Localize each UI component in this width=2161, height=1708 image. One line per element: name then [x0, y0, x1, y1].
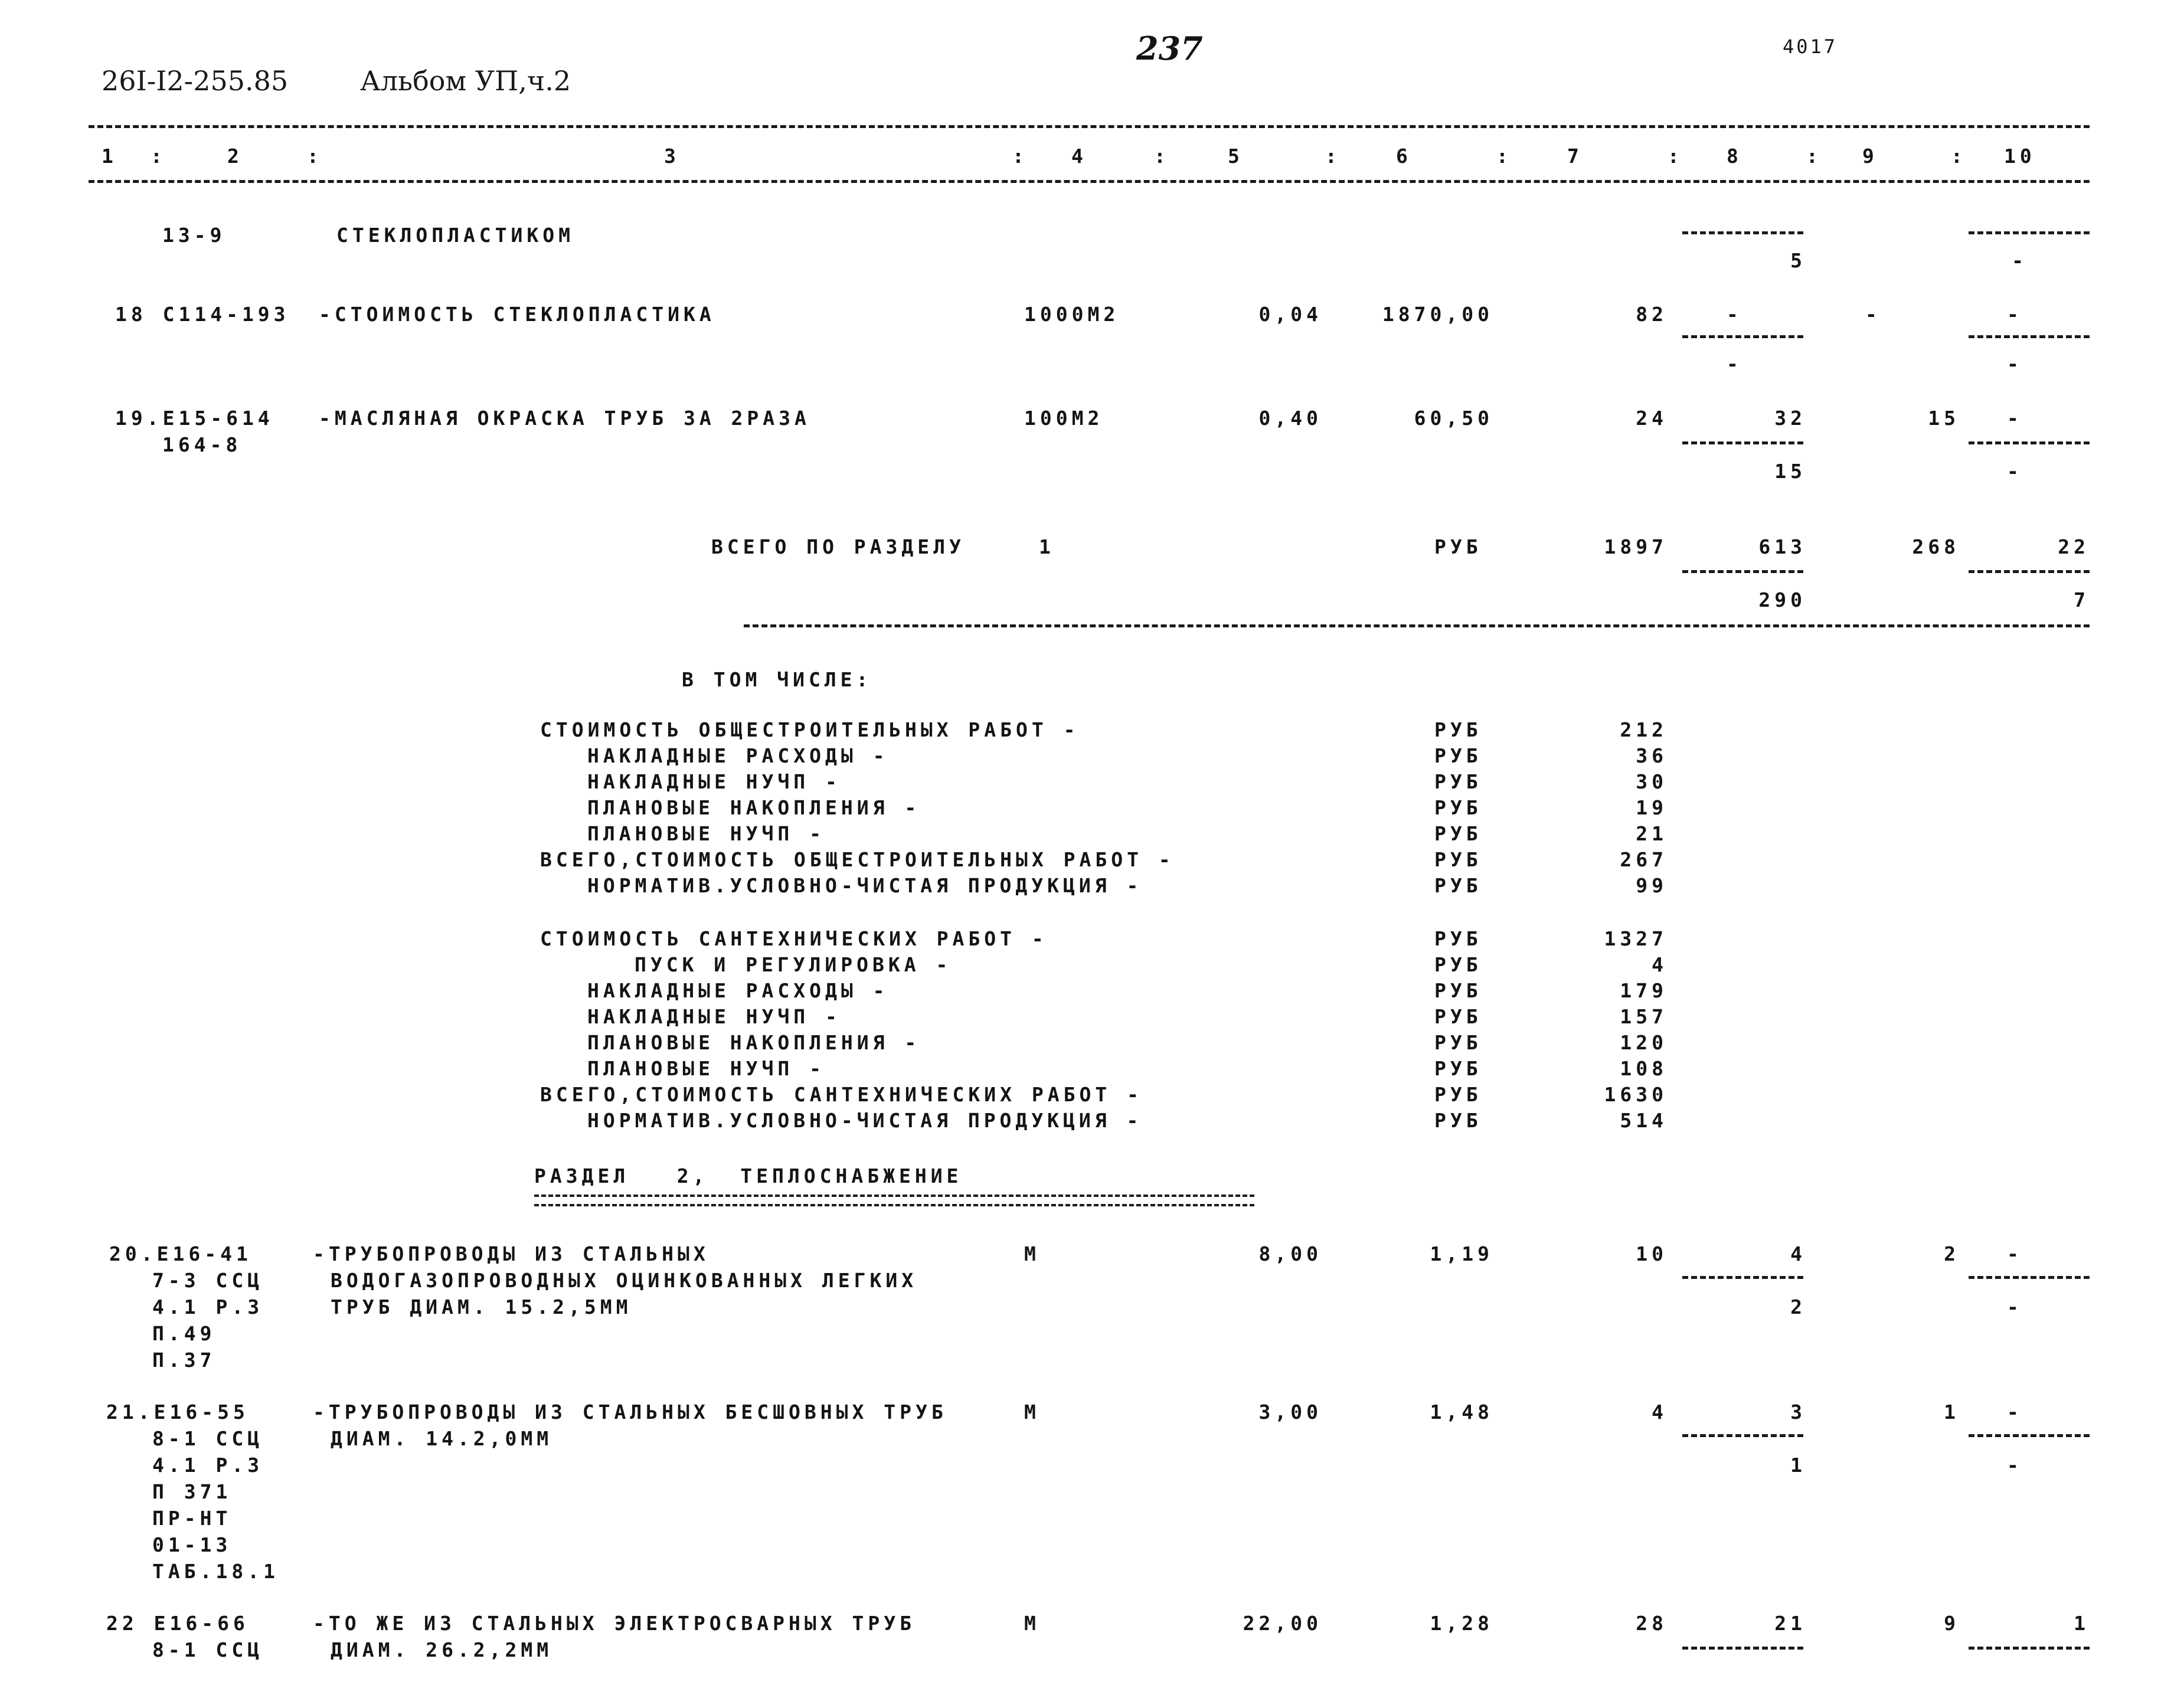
- summary-currency: РУБ: [1434, 1005, 1482, 1028]
- col-sep: :: [307, 145, 323, 168]
- col10-upper-value: -: [2007, 1242, 2023, 1265]
- row-description: -ТРУБОПРОВОДЫ ИЗ СТАЛЬНЫХ БЕСШОВНЫХ ТРУБ: [313, 1401, 947, 1424]
- row-unit-price: 1,28: [1430, 1612, 1493, 1635]
- row-code-sub: П.37: [152, 1349, 216, 1372]
- row-unit-price: 1870,00: [1382, 303, 1493, 326]
- row-quantity: 8,00: [1258, 1242, 1322, 1265]
- summary-currency: РУБ: [1434, 744, 1482, 767]
- col-num: 9: [1862, 145, 1878, 168]
- row-total: 82: [1636, 303, 1668, 326]
- col10-lower-value: -: [2007, 460, 2023, 483]
- col10-divider: [1969, 335, 2090, 338]
- summary-currency: РУБ: [1434, 1057, 1482, 1080]
- row-code-sub: П.49: [152, 1322, 216, 1345]
- summary-label: ПЛАНОВЫЕ НУЧП -: [587, 822, 826, 845]
- summary-value: 4: [1652, 953, 1668, 976]
- section2-double-rule: [534, 1195, 1254, 1206]
- summary-label: НОРМАТИВ.УСЛОВНО-ЧИСТАЯ ПРОДУКЦИЯ -: [587, 874, 1143, 897]
- summary-currency: РУБ: [1434, 1083, 1482, 1106]
- section-total-label: ВСЕГО ПО РАЗДЕЛУ: [711, 535, 965, 558]
- summary-value: 30: [1636, 770, 1668, 793]
- summary-label: НОРМАТИВ.УСЛОВНО-ЧИСТАЯ ПРОДУКЦИЯ -: [587, 1109, 1143, 1132]
- col-num: 3: [664, 145, 680, 168]
- col-num: 6: [1396, 145, 1412, 168]
- summary-value: 212: [1620, 718, 1668, 741]
- row-unit-price: 1,19: [1430, 1242, 1493, 1265]
- col8-upper-value: 32: [1774, 407, 1806, 430]
- summary-value: 36: [1636, 744, 1668, 767]
- row-code-sub: ТАБ.18.1: [152, 1560, 279, 1583]
- row-description: ВОДОГАЗОПРОВОДНЫХ ОЦИНКОВАННЫХ ЛЕГКИХ: [331, 1269, 918, 1292]
- col10-divider: [1969, 441, 2090, 444]
- col8-divider: [1682, 1434, 1803, 1437]
- col-num: 7: [1567, 145, 1583, 168]
- summary-currency: РУБ: [1434, 979, 1482, 1002]
- row-code-sub: 8-1 ССЦ: [152, 1427, 264, 1450]
- summary-currency: РУБ: [1434, 770, 1482, 793]
- row-code: 18 С114-193: [115, 303, 290, 326]
- row-code-sub: ПР-НТ: [152, 1507, 232, 1530]
- col10-upper-value: -: [2007, 303, 2023, 326]
- col8-lower-value: 1: [1790, 1454, 1806, 1477]
- row-code-sub: 8-1 ССЦ: [152, 1638, 264, 1661]
- row-code-sub: 4.1 Р.3: [152, 1454, 264, 1477]
- summary-value: 1327: [1604, 927, 1668, 950]
- summary-label: НАКЛАДНЫЕ РАСХОДЫ -: [587, 744, 889, 767]
- row-total: 28: [1636, 1612, 1668, 1635]
- col9-value: -: [1865, 303, 1881, 326]
- col8-lower-value: 5: [1790, 249, 1806, 272]
- row-code: 13-9: [162, 224, 226, 247]
- col-sep: :: [151, 145, 166, 168]
- row-code-sub: 7-3 ССЦ: [152, 1269, 264, 1292]
- col-sep: :: [1668, 145, 1683, 168]
- summary-currency: РУБ: [1434, 718, 1482, 741]
- col10-lower-value: -: [2012, 249, 2028, 272]
- row-description: ДИАМ. 26.2,2ММ: [331, 1638, 553, 1661]
- col8-divider: [1682, 570, 1803, 573]
- summary-currency: РУБ: [1434, 953, 1482, 976]
- col10-divider: [1969, 1647, 2090, 1650]
- col10-lower-value: -: [2007, 1295, 2023, 1318]
- summary-label: СТОИМОСТЬ ОБЩЕСТРОИТЕЛЬНЫХ РАБОТ -: [540, 718, 1080, 741]
- col10-lower-value: -: [2007, 352, 2023, 375]
- col-sep: :: [1496, 145, 1512, 168]
- handwritten-page-number: 237: [1136, 30, 1203, 67]
- row-description: -ТО ЖЕ ИЗ СТАЛЬНЫХ ЭЛЕКТРОСВАРНЫХ ТРУБ: [313, 1612, 916, 1635]
- col-num: 10: [2004, 145, 2036, 168]
- document-code: 26I-I2-255.85: [102, 65, 289, 97]
- row-quantity: 3,00: [1258, 1401, 1322, 1424]
- row-code: 22 Е16-66: [106, 1612, 249, 1635]
- summary-label: ВСЕГО,СТОИМОСТЬ ОБЩЕСТРОИТЕЛЬНЫХ РАБОТ -: [540, 848, 1175, 871]
- summary-value: 157: [1620, 1005, 1668, 1028]
- section-col9-value: 268: [1912, 535, 1960, 558]
- col10-divider: [1969, 1276, 2090, 1279]
- col-num: 4: [1071, 145, 1087, 168]
- col9-value: 2: [1944, 1242, 1960, 1265]
- col-sep: :: [1951, 145, 1967, 168]
- section-currency: РУБ: [1434, 535, 1482, 558]
- summary-value: 108: [1620, 1057, 1668, 1080]
- summary-value: 514: [1620, 1109, 1668, 1132]
- section-total-rule: [744, 624, 2090, 627]
- summary-label: ПЛАНОВЫЕ НАКОПЛЕНИЯ -: [587, 1031, 921, 1054]
- col8-divider: [1682, 441, 1803, 444]
- col-num: 2: [227, 145, 243, 168]
- row-quantity: 0,40: [1258, 407, 1322, 430]
- section-col8-upper: 613: [1758, 535, 1806, 558]
- col-sep: :: [1325, 145, 1341, 168]
- col8-upper-value: 4: [1790, 1242, 1806, 1265]
- col10-divider: [1969, 570, 2090, 573]
- row-description: ТРУБ ДИАМ. 15.2,5ММ: [331, 1295, 632, 1318]
- row-unit: М: [1024, 1401, 1040, 1424]
- col9-value: 9: [1944, 1612, 1960, 1635]
- page-stamp: 4017: [1783, 35, 1838, 58]
- row-total: 10: [1636, 1242, 1668, 1265]
- summary-label: СТОИМОСТЬ САНТЕХНИЧЕСКИХ РАБОТ -: [540, 927, 1048, 950]
- col10-upper-value: 1: [2074, 1612, 2090, 1635]
- summary-label: НАКЛАДНЫЕ НУЧП -: [587, 1005, 841, 1028]
- summary-currency: РУБ: [1434, 848, 1482, 871]
- col10-divider: [1969, 231, 2090, 234]
- col10-upper-value: -: [2007, 1401, 2023, 1424]
- row-description: СТЕКЛОПЛАСТИКОМ: [336, 224, 575, 247]
- col8-lower-value: 2: [1790, 1295, 1806, 1318]
- col-sep: :: [1012, 145, 1028, 168]
- summary-value: 21: [1636, 822, 1668, 845]
- summary-value: 99: [1636, 874, 1668, 897]
- summary-label: ПЛАНОВЫЕ НАКОПЛЕНИЯ -: [587, 796, 921, 819]
- section-number: 1: [1039, 535, 1055, 558]
- col8-divider: [1682, 231, 1803, 234]
- col8-divider: [1682, 1276, 1803, 1279]
- album-label: Альбом УП,ч.2: [360, 65, 571, 97]
- col8-upper-value: 3: [1790, 1401, 1806, 1424]
- summary-currency: РУБ: [1434, 874, 1482, 897]
- section2-title: РАЗДЕЛ 2, ТЕПЛОСНАБЖЕНИЕ: [534, 1164, 963, 1187]
- col10-divider: [1969, 1434, 2090, 1437]
- summary-label: ПУСК И РЕГУЛИРОВКА -: [635, 953, 952, 976]
- col8-upper-value: 21: [1774, 1612, 1806, 1635]
- section-total-value: 1897: [1604, 535, 1668, 558]
- summary-label: НАКЛАДНЫЕ НУЧП -: [587, 770, 841, 793]
- row-code-sub: 4.1 Р.3: [152, 1295, 264, 1318]
- col10-lower-value: -: [2007, 1454, 2023, 1477]
- col10-upper-value: -: [2007, 407, 2023, 430]
- row-description: -МАСЛЯНАЯ ОКРАСКА ТРУБ ЗА 2РАЗА: [319, 407, 810, 430]
- row-unit-price: 1,48: [1430, 1401, 1493, 1424]
- row-unit: 100М2: [1024, 407, 1104, 430]
- summary-label: ВСЕГО,СТОИМОСТЬ САНТЕХНИЧЕСКИХ РАБОТ -: [540, 1083, 1143, 1106]
- summary-value: 1630: [1604, 1083, 1668, 1106]
- col8-upper-value: -: [1727, 303, 1742, 326]
- row-code-sub: 01-13: [152, 1533, 232, 1556]
- row-quantity: 22,00: [1243, 1612, 1322, 1635]
- row-quantity: 0,04: [1258, 303, 1322, 326]
- col-sep: :: [1154, 145, 1170, 168]
- summary-value: 179: [1620, 979, 1668, 1002]
- row-code: 21.Е16-55: [106, 1401, 249, 1424]
- col-sep: :: [1806, 145, 1822, 168]
- summary-currency: РУБ: [1434, 1031, 1482, 1054]
- row-total: 4: [1652, 1401, 1668, 1424]
- row-description: ДИАМ. 14.2,0ММ: [331, 1427, 553, 1450]
- summary-value: 120: [1620, 1031, 1668, 1054]
- col-num: 1: [102, 145, 117, 168]
- summary-label: ПЛАНОВЫЕ НУЧП -: [587, 1057, 826, 1080]
- col9-value: 15: [1928, 407, 1960, 430]
- summary-currency: РУБ: [1434, 1109, 1482, 1132]
- summary-label: НАКЛАДНЫЕ РАСХОДЫ -: [587, 979, 889, 1002]
- row-total: 24: [1636, 407, 1668, 430]
- row-unit: М: [1024, 1242, 1040, 1265]
- col8-divider: [1682, 1647, 1803, 1650]
- section-col10-upper: 22: [2058, 535, 2090, 558]
- summary-value: 19: [1636, 796, 1668, 819]
- col9-value: 1: [1944, 1401, 1960, 1424]
- section-col8-lower: 290: [1758, 588, 1806, 611]
- summary-currency: РУБ: [1434, 927, 1482, 950]
- row-code-sub: 164-8: [162, 433, 242, 456]
- section-col10-lower: 7: [2074, 588, 2090, 611]
- row-code-sub: П 371: [152, 1480, 232, 1503]
- summary-currency: РУБ: [1434, 796, 1482, 819]
- col-num: 8: [1727, 145, 1742, 168]
- row-description: -ТРУБОПРОВОДЫ ИЗ СТАЛЬНЫХ: [313, 1242, 710, 1265]
- header-rule-bottom: [89, 180, 2090, 183]
- header-rule-top: [89, 125, 2090, 128]
- row-code: 20.Е16-41: [109, 1242, 252, 1265]
- col8-lower-value: 15: [1774, 460, 1806, 483]
- row-description: -СТОИМОСТЬ СТЕКЛОПЛАСТИКА: [319, 303, 715, 326]
- col8-lower-value: -: [1727, 352, 1742, 375]
- row-unit-price: 60,50: [1414, 407, 1493, 430]
- summary-currency: РУБ: [1434, 822, 1482, 845]
- row-unit: М: [1024, 1612, 1040, 1635]
- row-unit: 1000М2: [1024, 303, 1120, 326]
- col8-divider: [1682, 335, 1803, 338]
- col-num: 5: [1228, 145, 1244, 168]
- including-label: В ТОМ ЧИСЛЕ:: [682, 668, 872, 691]
- summary-value: 267: [1620, 848, 1668, 871]
- row-code: 19.Е15-614: [115, 407, 274, 430]
